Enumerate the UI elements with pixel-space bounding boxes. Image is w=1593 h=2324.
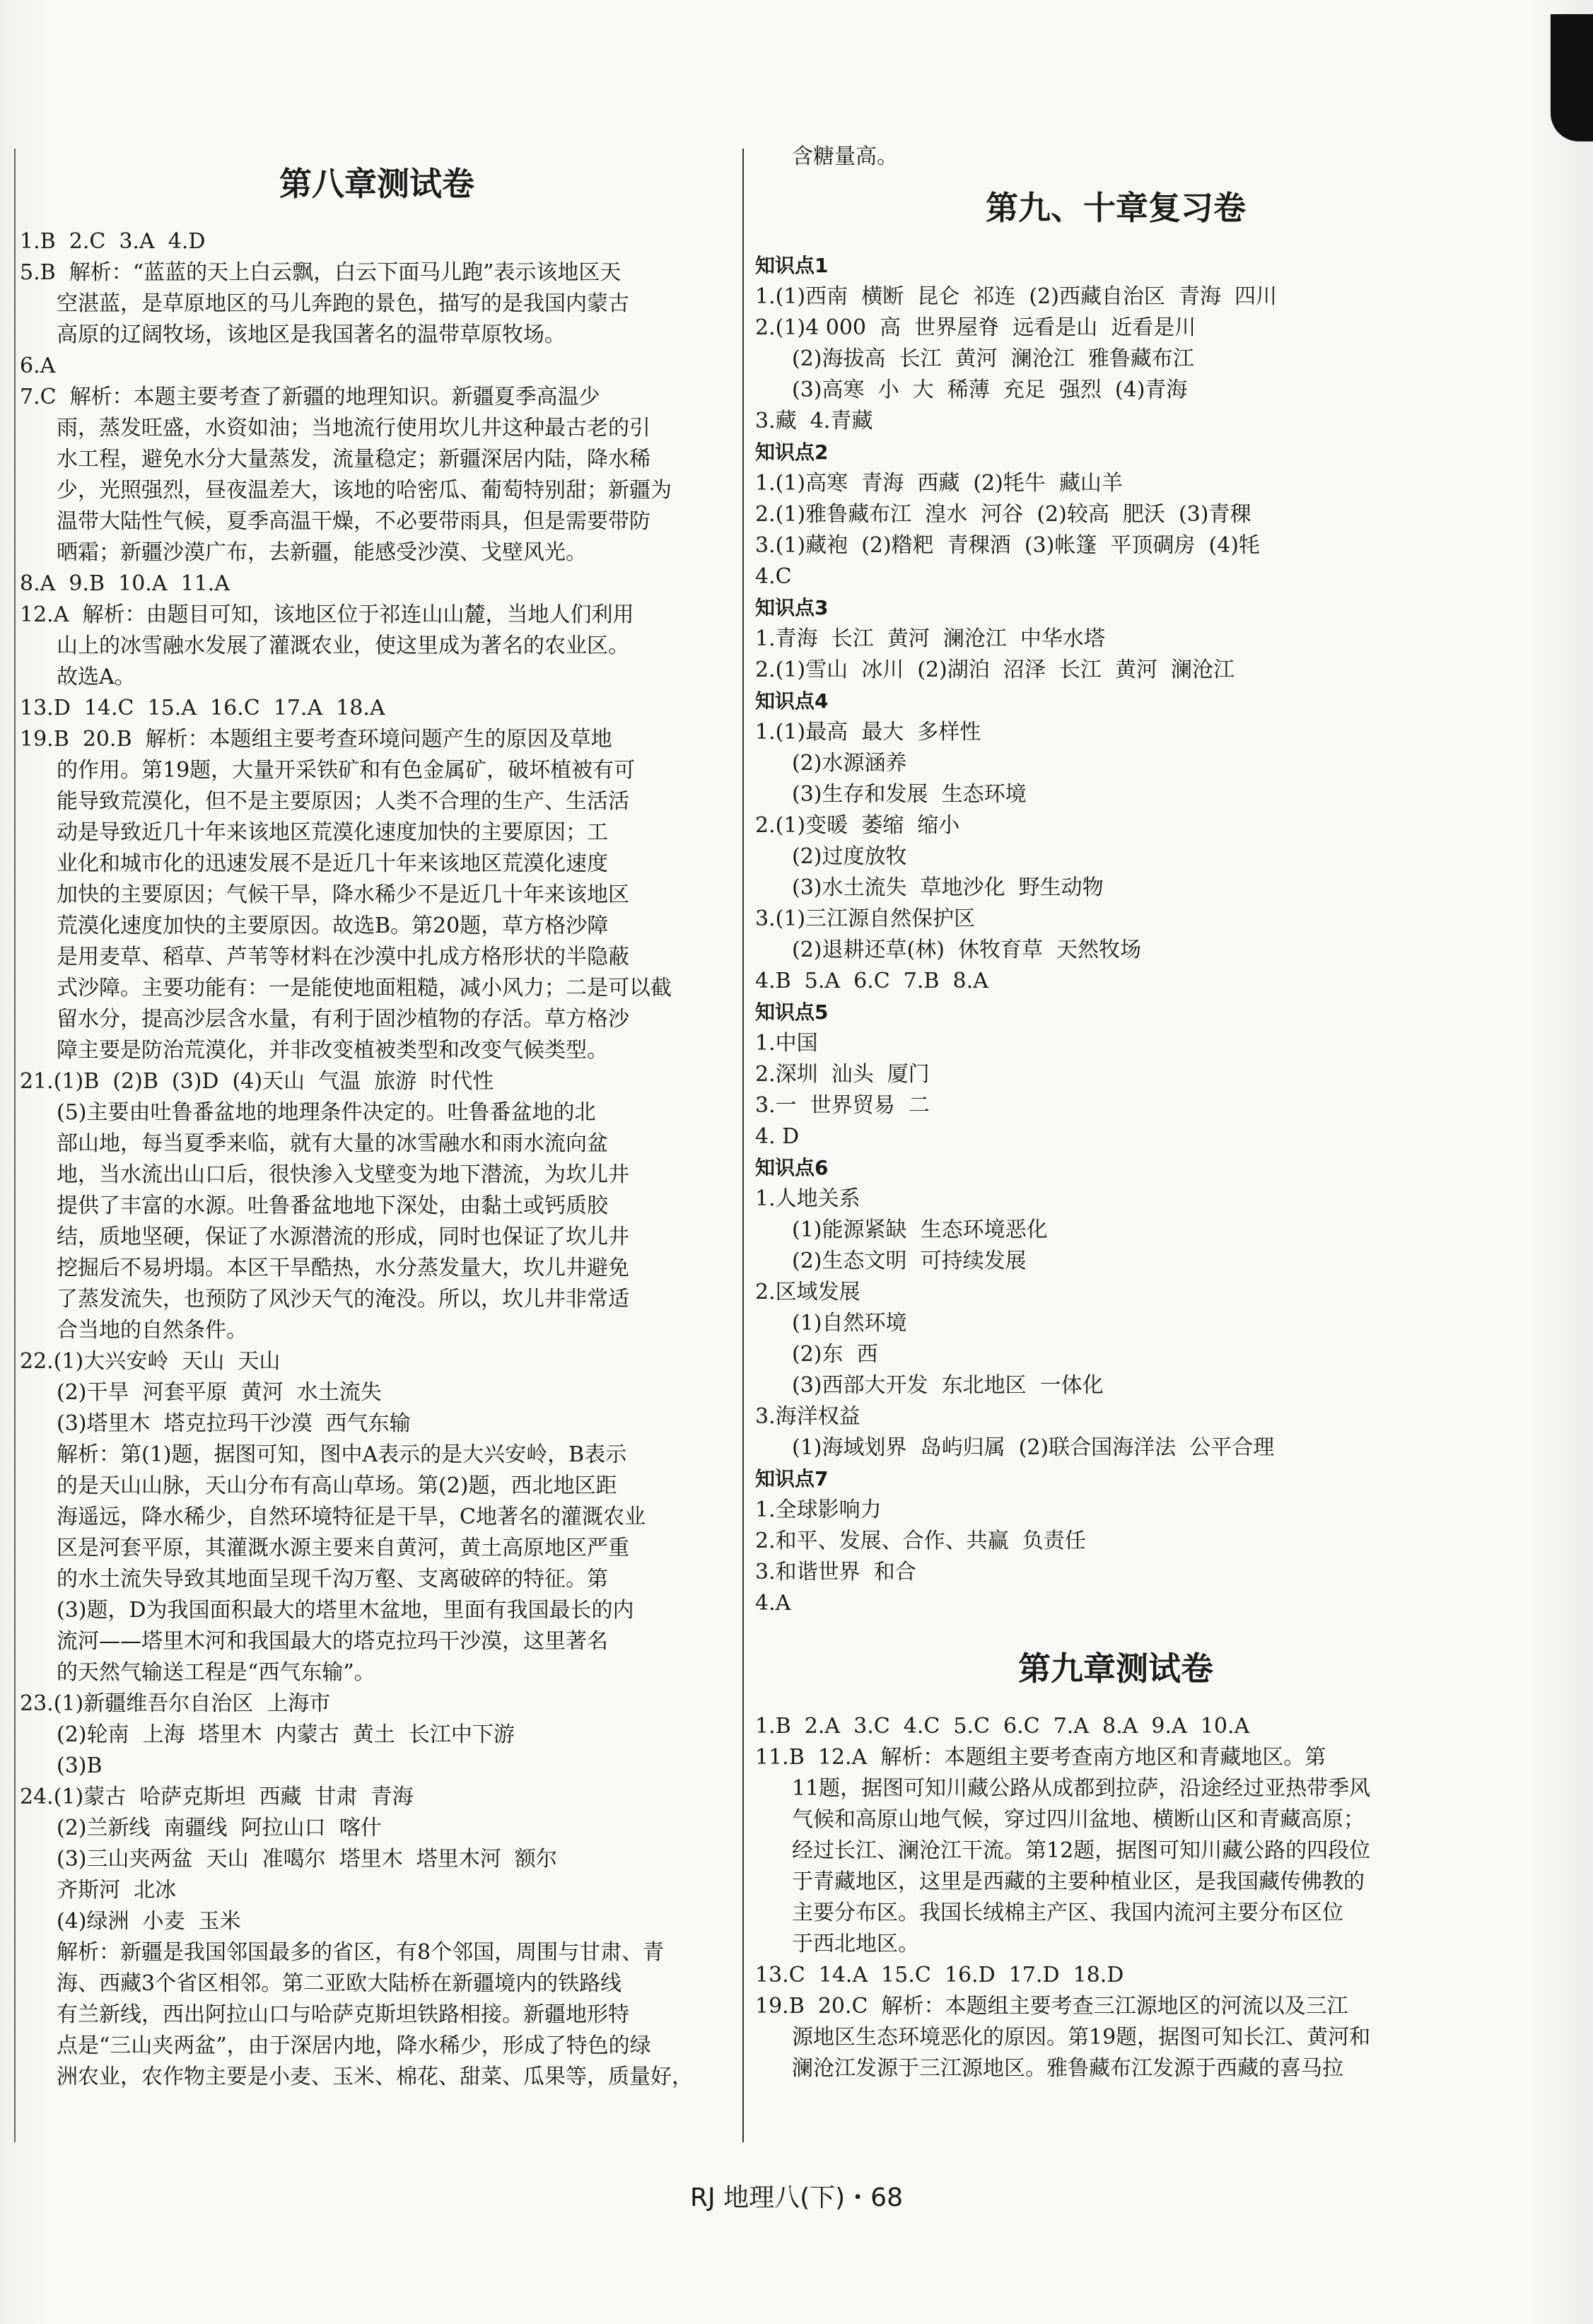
answer-line: (2)干旱 河套平原 黄河 水土流失 xyxy=(57,1380,382,1405)
answer-line: (2)生态文明 可持续发展 xyxy=(792,1249,1027,1273)
answer-line: 业化和城市化的迅速发展不是近几十年来该地区荒漠化速度 xyxy=(57,851,608,876)
answer-line: 1.(1)最高 最大 多样性 xyxy=(755,720,981,745)
answer-line: 12.A 解析：由题目可知，该地区位于祁连山山麓，当地人们利用 xyxy=(20,602,634,627)
answer-line: 海遥远，降水稀少，自然环境特征是干旱，C地著名的灌溉农业 xyxy=(57,1505,646,1529)
answer-line: 高原的辽阔牧场，该地区是我国著名的温带草原牧场。 xyxy=(57,322,566,347)
answer-line: 2.(1)雅鲁藏布江 湟水 河谷 (2)较高 肥沃 (3)青稞 xyxy=(755,502,1251,527)
answer-line: 3.(1)藏袍 (2)糌粑 青稞酒 (3)帐篷 平顶碉房 (4)牦 xyxy=(755,533,1260,558)
column-divider xyxy=(742,148,744,2142)
answer-line: 洲农业，农作物主要是小麦、玉米、棉花、甜菜、瓜果等，质量好， xyxy=(57,2065,693,2089)
answer-line: 1.B 2.C 3.A 4.D xyxy=(20,229,206,254)
answer-line: 3.藏 4.青藏 xyxy=(755,409,873,433)
answer-line: (3)三山夹两盆 天山 准噶尔 塔里木 塔里木河 额尔 xyxy=(57,1847,557,1872)
answer-line: 23.(1)新疆维吾尔自治区 上海市 xyxy=(20,1691,331,1716)
knowledge-point-heading: 知识点7 xyxy=(755,1467,829,1490)
answer-line: 2.深圳 汕头 厦门 xyxy=(755,1062,930,1087)
answer-line: (1)海域划界 岛屿归属 (2)联合国海洋法 公平合理 xyxy=(792,1435,1275,1460)
answer-line: (3)高寒 小 大 稀薄 充足 强烈 (4)青海 xyxy=(792,378,1188,402)
answer-line: (2)退耕还草(林) 休牧育草 天然牧场 xyxy=(792,938,1142,962)
answer-line: 结，质地坚硬，保证了水源潜流的形成，同时也保证了坎儿井 xyxy=(57,1225,629,1249)
answer-line: 源地区生态环境恶化的原因。第19题，据图可知长江、黄河和 xyxy=(792,2025,1371,2050)
answer-line: 7.C 解析：本题主要考查了新疆的地理知识。新疆夏季高温少 xyxy=(20,385,600,409)
answer-line: 点是“三山夹两盆”，由于深居内地，降水稀少，形成了特色的绿 xyxy=(57,2033,651,2058)
answer-line: 1.(1)西南 横断 昆仑 祁连 (2)西藏自治区 青海 四川 xyxy=(755,284,1278,309)
answer-line: 雨，蒸发旺盛，水资如油；当地流行使用坎儿井这种最古老的引 xyxy=(57,416,650,440)
answer-line: (5)主要由吐鲁番盆地的地理条件决定的。吐鲁番盆地的北 xyxy=(57,1100,596,1125)
answer-line: 能导致荒漠化，但不是主要原因；人类不合理的生产、生活活 xyxy=(57,789,629,814)
answer-line: 4. D xyxy=(755,1124,800,1149)
knowledge-point-heading: 知识点3 xyxy=(755,596,829,619)
answer-line: (3)西部大开发 东北地区 一体化 xyxy=(792,1373,1104,1398)
answer-line: 于西北地区。 xyxy=(792,1932,919,1956)
answer-line: 19.B 20.B 解析：本题组主要考查环境问题产生的原因及草地 xyxy=(20,727,612,752)
answer-line: 1.人地关系 xyxy=(755,1186,860,1211)
answer-line: 海、西藏3个省区相邻。第二亚欧大陆桥在新疆境内的铁路线 xyxy=(57,1971,622,1996)
answer-line: (2)兰新线 南疆线 阿拉山口 喀什 xyxy=(57,1816,382,1840)
answer-line: (3)生存和发展 生态环境 xyxy=(792,782,1027,807)
answer-line: 于青藏地区，这里是西藏的主要种植业区，是我国藏传佛教的 xyxy=(792,1869,1365,1894)
answer-line: 4.B 5.A 6.C 7.B 8.A xyxy=(755,969,988,993)
answer-line: 2.(1)变暖 萎缩 缩小 xyxy=(755,813,960,838)
answer-line: 3.一 世界贸易 二 xyxy=(755,1093,930,1118)
answer-line: 了蒸发流失，也预防了风沙天气的淹没。所以，坎儿井非常适 xyxy=(57,1287,629,1312)
answer-line: 故选A。 xyxy=(57,665,136,689)
answer-line: 3.海洋权益 xyxy=(755,1404,860,1429)
answer-line: 1.(1)高寒 青海 西藏 (2)牦牛 藏山羊 xyxy=(755,471,1123,496)
answer-line: 1.B 2.A 3.C 4.C 5.C 6.C 7.A 8.A 9.A 10.A xyxy=(755,1714,1250,1739)
answer-line: 提供了丰富的水源。吐鲁番盆地地下深处，由黏土或钙质胶 xyxy=(57,1193,608,1218)
answer-line: 区是河套平原，其灌溉水源主要来自黄河，黄土高原地区严重 xyxy=(57,1536,629,1560)
answer-line: (3)B xyxy=(57,1753,103,1778)
answer-line: 气候和高原山地气候，穿过四川盆地、横断山区和青藏高原； xyxy=(792,1807,1365,1832)
answer-line: 的水土流失导致其地面呈现千沟万壑、支离破碎的特征。第 xyxy=(57,1567,608,1592)
answer-line: 部山地，每当夏季来临，就有大量的冰雪融水和雨水流向盆 xyxy=(57,1131,608,1156)
knowledge-point-heading: 知识点2 xyxy=(755,440,829,464)
answer-line: 水工程，避免水分大量蒸发，流量稳定；新疆深居内陆，降水稀 xyxy=(57,447,650,472)
answer-line: 11题，据图可知川藏公路从成都到拉萨，沿途经过亚热带季风 xyxy=(792,1776,1371,1801)
answer-line: 19.B 20.C 解析：本题组主要考查三江源地区的河流以及三江 xyxy=(755,1994,1348,2019)
answer-line: 温带大陆性气候，夏季高温干燥，不必要带雨具，但是需要带防 xyxy=(57,509,650,534)
chapter9-answer-list xyxy=(755,1711,1476,2084)
knowledge-point-heading: 知识点4 xyxy=(755,689,829,713)
answer-line: 挖掘后不易坍塌。本区干旱酷热，水分蒸发量大，坎儿井避免 xyxy=(57,1256,629,1280)
answer-line: 地，当水流出山口后，很快渗入戈壁变为地下潜流，为坎儿井 xyxy=(57,1162,629,1187)
answer-line: (2)轮南 上海 塔里木 内蒙古 黄土 长江中下游 xyxy=(57,1722,515,1747)
answer-line: 式沙障。主要功能有：一是能使地面粗糙，减小风力；二是可以截 xyxy=(57,976,672,1000)
answer-line: (2)东 西 xyxy=(792,1342,878,1367)
answer-line: (3)塔里木 塔克拉玛干沙漠 西气东输 xyxy=(57,1411,411,1436)
answer-line: 是用麦草、稻草、芦苇等材料在沙漠中扎成方格形状的半隐蔽 xyxy=(57,945,629,969)
answer-line: 13.C 14.A 15.C 16.D 17.D 18.D xyxy=(755,1963,1124,1987)
chapter9-test-title: 第九章测试卷 xyxy=(1018,1649,1213,1688)
answer-line: 少，光照强烈，昼夜温差大，该地的哈密瓜、葡萄特别甜；新疆为 xyxy=(57,478,672,503)
chapter8-test-title: 第八章测试卷 xyxy=(279,165,474,203)
answer-line: 1.中国 xyxy=(755,1031,818,1056)
continued-text: 含糖量高。 xyxy=(792,144,898,169)
answer-line: (1)能源紧缺 生态环境恶化 xyxy=(792,1218,1048,1242)
chapter9-10-review-title: 第九、十章复习卷 xyxy=(986,189,1246,227)
answer-line: 21.(1)B (2)B (3)D (4)天山 气温 旅游 时代性 xyxy=(20,1069,494,1094)
answer-line: (2)过度放牧 xyxy=(792,844,907,869)
review-answer-list xyxy=(755,250,1476,1619)
answer-line: (2)水源涵养 xyxy=(792,751,907,776)
answer-line: 4.A xyxy=(755,1591,791,1616)
answer-line: (1)自然环境 xyxy=(792,1311,907,1336)
left-margin-rule xyxy=(14,148,16,2142)
answer-line: 1.全球影响力 xyxy=(755,1497,882,1522)
left-column xyxy=(20,148,734,2093)
answer-line: 荒漠化速度加快的主要原因。故选B。第20题，草方格沙障 xyxy=(57,913,609,938)
answer-line: 解析：第(1)题，据图可知，图中A表示的是大兴安岭，B表示 xyxy=(57,1442,627,1467)
answer-line: 2.(1)雪山 冰川 (2)湖泊 沼泽 长江 黄河 澜沧江 xyxy=(755,658,1235,682)
right-column xyxy=(755,144,1476,2084)
answer-line: 2.(1)4 000 高 世界屋脊 远看是山 近看是川 xyxy=(755,315,1196,340)
answer-line: 1.青海 长江 黄河 澜沧江 中华水塔 xyxy=(755,626,1105,651)
answer-line: 有兰新线，西出阿拉山口与哈萨克斯坦铁路相接。新疆地形特 xyxy=(57,2002,629,2027)
answer-line: 合当地的自然条件。 xyxy=(57,1318,247,1343)
answer-line: 齐斯河 北冰 xyxy=(57,1878,177,1903)
left-answer-list xyxy=(20,226,734,2093)
answer-line: 经过长江、澜沧江干流。第12题，据图可知川藏公路的四段位 xyxy=(792,1838,1371,1863)
page-footer: RJ 地理八(下)・68 xyxy=(690,2183,903,2212)
answer-line: 晒霜；新疆沙漠广布，去新疆，能感受沙漠、戈壁风光。 xyxy=(57,540,587,565)
answer-line: 动是导致近几十年来该地区荒漠化速度加快的主要原因；工 xyxy=(57,820,608,845)
scan-shadow xyxy=(1551,14,1593,141)
answer-line: 主要分布区。我国长绒棉主产区、我国内流河主要分布区位 xyxy=(792,1900,1343,1925)
answer-line: 空湛蓝，是草原地区的马儿奔跑的景色，描写的是我国内蒙古 xyxy=(57,291,629,316)
answer-line: 2.和平、发展、合作、共赢 负责任 xyxy=(755,1529,1086,1553)
answer-line: 13.D 14.C 15.A 16.C 17.A 18.A xyxy=(20,696,385,720)
answer-line: 8.A 9.B 10.A 11.A xyxy=(20,571,230,596)
answer-line: 山上的冰雪融水发展了灌溉农业，使这里成为著名的农业区。 xyxy=(57,633,629,658)
answer-line: 2.区域发展 xyxy=(755,1280,860,1304)
answer-line: 流河——塔里木河和我国最大的塔克拉玛干沙漠，这里著名 xyxy=(57,1629,608,1654)
answer-line: 澜沧江发源于三江源地区。雅鲁藏布江发源于西藏的喜马拉 xyxy=(792,2056,1343,2081)
answer-line: 留水分，提高沙层含水量，有利于固沙植物的存活。草方格沙 xyxy=(57,1007,629,1032)
answer-line: 的是天山山脉，天山分布有高山草场。第(2)题，西北地区距 xyxy=(57,1473,617,1498)
answer-line: 22.(1)大兴安岭 天山 天山 xyxy=(20,1349,281,1374)
answer-line: 6.A xyxy=(20,354,56,378)
answer-line: 解析：新疆是我国邻国最多的省区，有8个邻国，周围与甘肃、青 xyxy=(57,1940,665,1965)
answer-line: (3)题，D为我国面积最大的塔里木盆地，里面有我国最长的内 xyxy=(57,1598,634,1623)
answer-line: 的作用。第19题，大量开采铁矿和有色金属矿，破坏植被有可 xyxy=(57,758,636,783)
answer-line: 3.和谐世界 和合 xyxy=(755,1560,916,1584)
knowledge-point-heading: 知识点5 xyxy=(755,1000,829,1024)
answer-line: (2)海拔高 长江 黄河 澜沧江 雅鲁藏布江 xyxy=(792,346,1194,371)
answer-line: 4.C xyxy=(755,564,792,589)
answer-line: 障主要是防治荒漠化，并非改变植被类型和改变气候类型。 xyxy=(57,1038,608,1063)
answer-line: 加快的主要原因；气候干旱，降水稀少不是近几十年来该地区 xyxy=(57,882,629,907)
answer-line: (4)绿洲 小麦 玉米 xyxy=(57,1909,241,1934)
answer-line: 24.(1)蒙古 哈萨克斯坦 西藏 甘肃 青海 xyxy=(20,1785,414,1809)
answer-line: (3)水土流失 草地沙化 野生动物 xyxy=(792,875,1104,900)
knowledge-point-heading: 知识点6 xyxy=(755,1156,829,1179)
answer-line: 3.(1)三江源自然保护区 xyxy=(755,906,976,931)
answer-line: 的天然气输送工程是“西气东输”。 xyxy=(57,1660,375,1685)
knowledge-point-heading: 知识点1 xyxy=(755,254,829,277)
answer-line: 5.B 解析：“蓝蓝的天上白云飘，白云下面马儿跑”表示该地区天 xyxy=(20,260,622,285)
answer-line: 11.B 12.A 解析：本题组主要考查南方地区和青藏地区。第 xyxy=(755,1745,1326,1770)
